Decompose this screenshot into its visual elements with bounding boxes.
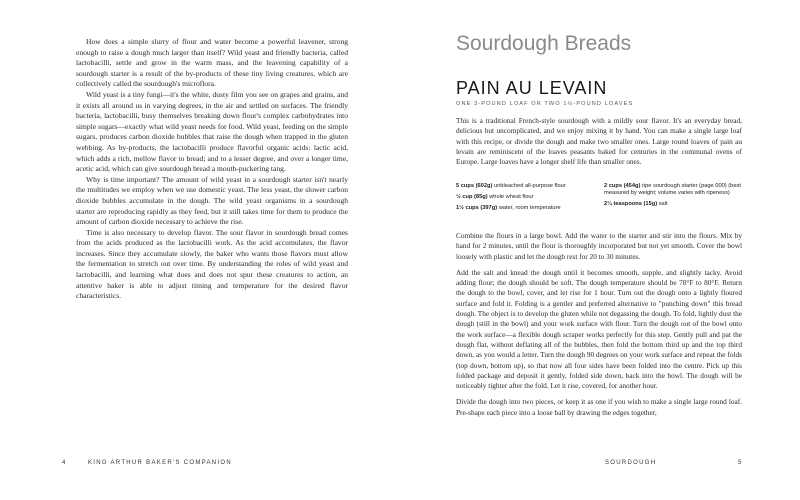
recipe-yield: ONE 3-POUND LOAF OR TWO 1½-POUND LOAVES xyxy=(456,101,634,107)
running-foot-right: SOURDOUGH xyxy=(605,460,657,466)
ingredient-text: water, room temperature xyxy=(498,205,561,212)
recipe-step: Combine the flours in a large bowl. Add the water to the starter and stir into the flours. Mix by hand for 2 minutes, until the flour is thoroughly incorporated but not yet smooth. Cover the bowl loosely with plastic and let the dough rest for 20 to 30 minutes. xyxy=(456,231,742,261)
ingredient xyxy=(456,183,588,190)
body-paragraph: Wild yeast is a tiny fungi—it's the white, dusty film you see on grapes and grains, and it exists all around us in varying degrees, in the air and settled on surfaces. The friendly bacteria, lactobacilli, busy themselves breaking down flour's complex carbohydrates into simple sugars—exactly what wild yeast needs for food. Wild yeast, feeding on the simple sugars, produces carbon dioxide bubbles that raise the dough when trapped in the gluten webbing. As by-products, the lactobacilli produce flavorful organic acids: lactic acid, which adds a rich, mellow flavor to bread; and to a lesser degree, and over a longer time, acetic acid, which can give sourdough bread a mouth-puckering tang. xyxy=(76,89,348,174)
right-page xyxy=(400,0,800,500)
ingredients-column-right xyxy=(604,183,746,213)
recipe-steps xyxy=(456,231,742,424)
ingredient xyxy=(456,194,588,201)
page-number-right: 5 xyxy=(738,460,743,466)
running-foot-left: KING ARTHUR BAKER'S COMPANION xyxy=(88,460,232,466)
ingredient-text: whole wheat flour xyxy=(489,194,534,201)
body-paragraph: Why is time important? The amount of wild yeast in a sourdough starter isn't nearly the multitudes we employ when we use domestic yeast. The less yeast, the slower carbon dioxide bubbles accumulate in the dough. The wild yeast organisms in a sourdough starter are reproducing rapidly as they feed, but it still takes time for them to produce the amount of carbon dioxide necessary to achieve the rise. xyxy=(76,174,348,227)
ingredient-amount: ½ cup (85g) xyxy=(456,194,488,201)
ingredient xyxy=(604,201,746,208)
ingredient-text: salt xyxy=(658,201,668,208)
ingredient-amount: 1½ cups (397g) xyxy=(456,205,498,212)
ingredient xyxy=(604,183,746,197)
ingredient-text: unbleached all-purpose flour xyxy=(493,183,566,189)
body-paragraph: Time is also necessary to develop flavor. The sour flavor in sourdough bread comes from the acids produced as the lactobacilli work. As the acid accumulates, the flavor increases. Since they accumulate slowly, the baker who wants those flavors must allow the fermentation to stretch out over time. By understanding the roles of wild yeast and lactobacilli, and learning what does and does not spur these creatures to action, an attentive baker is able to adjust timing and temperature for the desired flavor characteristics. xyxy=(76,227,348,301)
ingredient xyxy=(456,205,588,212)
page-number-left: 4 xyxy=(62,460,67,466)
recipe-step: Divide the dough into two pieces, or keep it as one if you wish to make a single large round loaf. Pre-shape each piece into a loose ball by drawing the edges together, xyxy=(456,397,742,417)
recipe-intro: This is a traditional French-style sourdough with a mildly sour flavor. It's an everyday bread, delicious but uncomplicated, and we enjoy mixing it by hand. You can make a single large loaf with this recipe, or divide the dough and make two smaller ones. Large round loaves of pain au levain are reminiscent of the loaves peasants baked for centuries in the communal ovens of Europe. Large loaves have a longer shelf life than smaller ones. xyxy=(456,116,742,167)
chapter-title: Sourdough Breads xyxy=(456,32,632,55)
recipe-title: PAIN AU LEVAIN xyxy=(456,78,608,98)
ingredient-text: ripe sourdough starter (page 000) (best measured by weight; volume varies with ripeness) xyxy=(604,183,741,197)
recipe-step: Add the salt and knead the dough until it becomes smooth, supple, and slightly tacky. Avoid adding flour; the dough should be soft. The dough temperature should be 78°F to 80°F. Return the dough to the bowl, cover, and let rise for 1 hour. Turn out the dough onto a lightly floured surface and fold it. Folding is a gentler and preferred alternative to "punching down" this bread dough. The object is to develop the gluten while not degassing the dough. To fold, lightly dust the dough (still in the bowl) and your work surface with flour. Turn the dough out of the bowl onto the work surface—a flexible dough scraper works perfectly for this step. Gently pull and pat the dough flat, without deflating all of the bubbles, then fold the bottom third up and the top third down, as you would a letter. Turn the dough 90 degrees on your work surface and repeat the folds (top down, bottom up), so that now all four sides have been folded into the centre. Pick up this folded package and deposit it gently, folded side down, back into the bowl. The dough will be noticeably tighter after the fold. Let it rise, covered, for another hour. xyxy=(456,267,742,391)
body-paragraph: How does a simple slurry of flour and water become a powerful leavener, strong enough to raise a dough much larger than itself? Wild yeast and friendly bacteria, called lactobacilli, settle and grow in the warm mass, and the leavening capability of a sourdough starter is a result of the by-products of these tiny living creatures, which are collectively called the sourdough's microflora. xyxy=(76,37,348,89)
ingredients-list xyxy=(456,183,746,213)
ingredient-amount: 2¼ teaspoons (15g) xyxy=(604,201,658,208)
ingredient-amount: 2 cups (454g) xyxy=(604,183,641,189)
left-page-body xyxy=(76,37,348,302)
ingredients-column-left xyxy=(456,183,604,213)
ingredient-amount: 5 cups (602g) xyxy=(456,183,493,189)
